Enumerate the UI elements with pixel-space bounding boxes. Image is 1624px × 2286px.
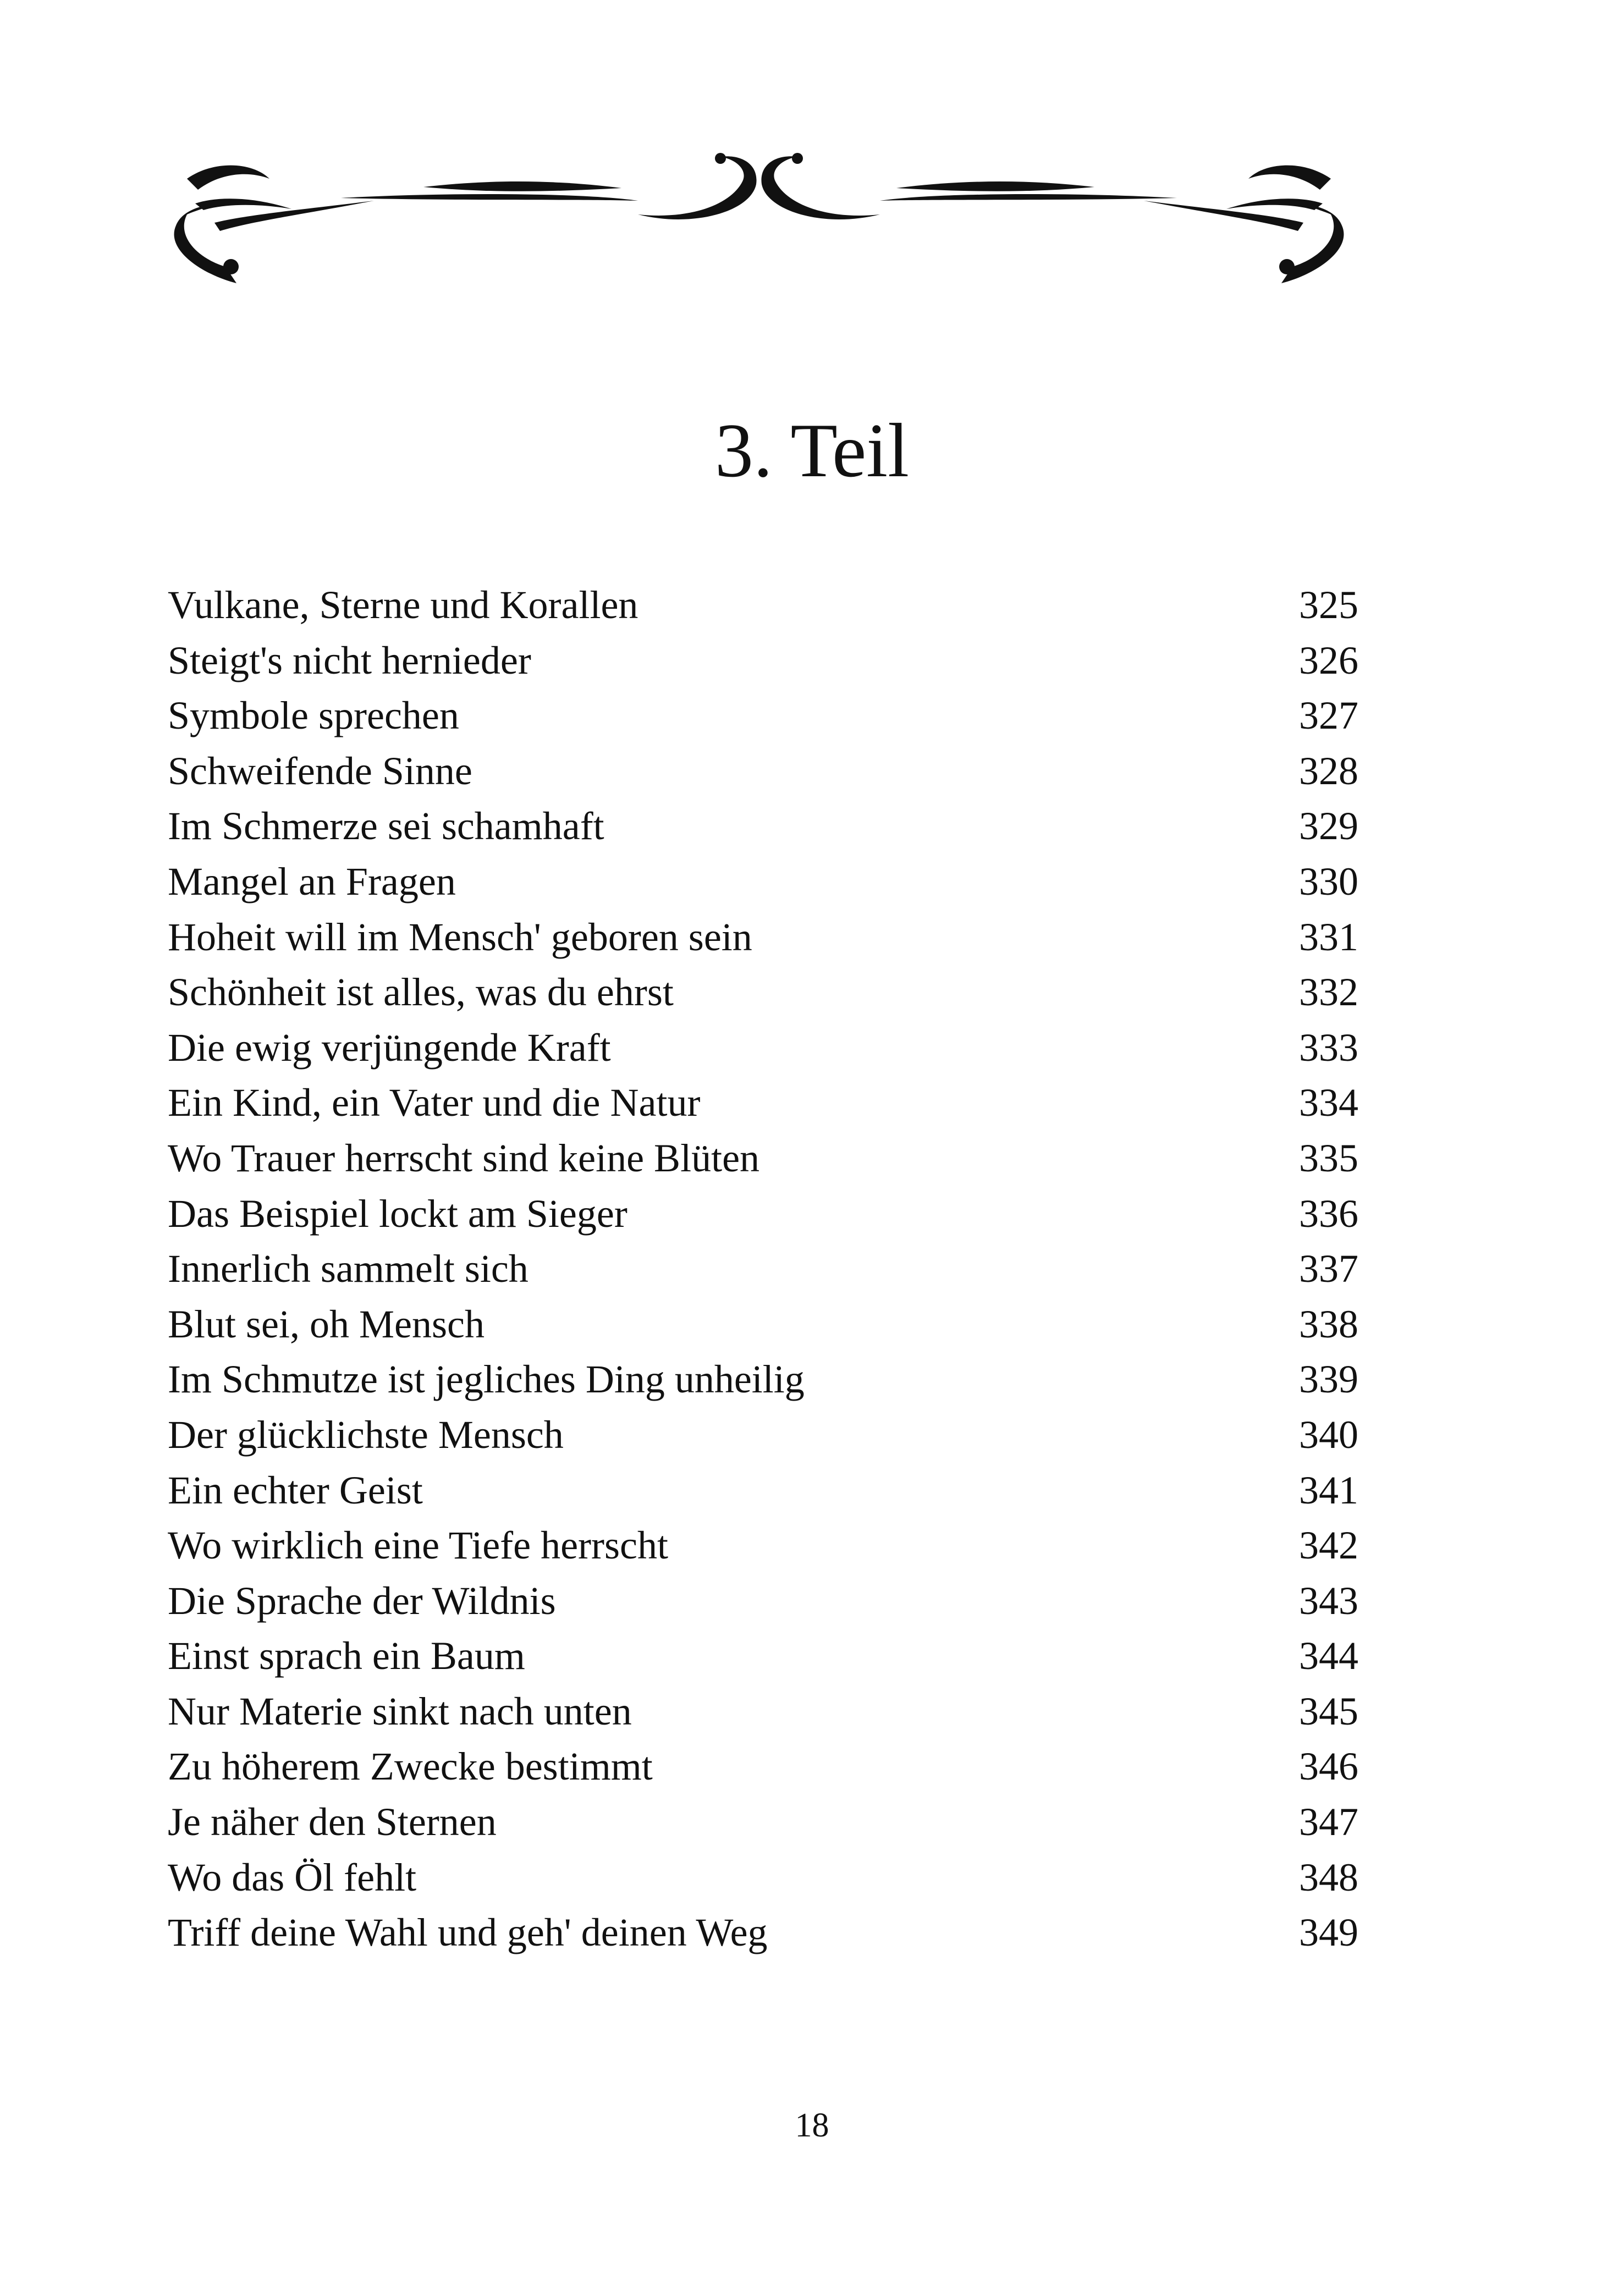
toc-entry bbox=[168, 1407, 1358, 1463]
toc-entry bbox=[168, 1020, 1358, 1076]
toc-entry-title: Wo Trauer herrscht sind keine Blüten bbox=[168, 1136, 760, 1180]
toc-entry bbox=[168, 1573, 1358, 1629]
toc-entry-title: Blut sei, oh Mensch bbox=[168, 1302, 485, 1346]
toc-entry bbox=[168, 1905, 1358, 1960]
toc-entry-title: Wo wirklich eine Tiefe herrscht bbox=[168, 1523, 668, 1568]
toc-entry-title: Steigt's nicht hernieder bbox=[168, 638, 531, 682]
page-number: 18 bbox=[795, 2107, 829, 2144]
toc-entry-page: 340 bbox=[1299, 1412, 1358, 1457]
toc-entry-page: 334 bbox=[1299, 1081, 1358, 1125]
toc-entry-page: 345 bbox=[1299, 1689, 1358, 1733]
toc-entry-page: 325 bbox=[1299, 583, 1358, 627]
toc-entry-page: 337 bbox=[1299, 1247, 1358, 1291]
toc-entry-title: Vulkane, Sterne und Korallen bbox=[168, 583, 638, 627]
toc-entry-title: Im Schmerze sei schamhaft bbox=[168, 804, 604, 849]
toc-entry bbox=[168, 1186, 1358, 1242]
toc-entry-title: Schweifende Sinne bbox=[168, 748, 472, 793]
toc-entry-title: Einst sprach ein Baum bbox=[168, 1634, 525, 1678]
toc-entry-page: 332 bbox=[1299, 970, 1358, 1015]
toc-entry-title: Hoheit will im Mensch' geboren sein bbox=[168, 915, 752, 959]
toc-entry-title: Je näher den Sternen bbox=[168, 1800, 497, 1844]
toc-entry-page: 339 bbox=[1299, 1357, 1358, 1402]
toc-entry-page: 343 bbox=[1299, 1578, 1358, 1623]
toc-entry bbox=[168, 743, 1358, 799]
toc-entry-title: Mangel an Fragen bbox=[168, 859, 456, 904]
toc-entry-page: 326 bbox=[1299, 638, 1358, 682]
toc-entry bbox=[168, 854, 1358, 910]
toc-entry-title: Ein Kind, ein Vater und die Natur bbox=[168, 1081, 701, 1125]
toc-entry-page: 338 bbox=[1299, 1302, 1358, 1346]
toc-entry bbox=[168, 1075, 1358, 1131]
toc-entry bbox=[168, 965, 1358, 1020]
toc-entry-page: 336 bbox=[1299, 1191, 1358, 1236]
toc-entry-title: Triff deine Wahl und geh' deinen Weg bbox=[168, 1910, 768, 1955]
toc-entry bbox=[168, 1297, 1358, 1352]
toc-entry-page: 342 bbox=[1299, 1523, 1358, 1568]
toc-entry bbox=[168, 1518, 1358, 1573]
toc-entry-title: Die Sprache der Wildnis bbox=[168, 1578, 556, 1623]
toc-entry bbox=[168, 1131, 1358, 1186]
toc-entry-page: 333 bbox=[1299, 1025, 1358, 1070]
toc-entry bbox=[168, 1684, 1358, 1739]
toc-entry-page: 344 bbox=[1299, 1634, 1358, 1678]
toc-entry-title: Der glücklichste Mensch bbox=[168, 1412, 564, 1457]
toc-entry bbox=[168, 1463, 1358, 1518]
part-title: 3. Teil bbox=[714, 408, 910, 493]
toc-entry bbox=[168, 1850, 1358, 1905]
toc-entry-title: Symbole sprechen bbox=[168, 693, 459, 738]
toc-entry-page: 331 bbox=[1299, 915, 1358, 959]
toc-entry-page: 346 bbox=[1299, 1744, 1358, 1789]
toc-entry-page: 341 bbox=[1299, 1468, 1358, 1512]
toc-entry-title: Das Beispiel lockt am Sieger bbox=[168, 1191, 627, 1236]
toc-entry bbox=[168, 910, 1358, 965]
toc-entry-page: 330 bbox=[1299, 859, 1358, 904]
toc-entry-page: 348 bbox=[1299, 1855, 1358, 1899]
toc-entry-page: 335 bbox=[1299, 1136, 1358, 1180]
table-of-contents bbox=[168, 577, 1358, 1960]
toc-entry bbox=[168, 1794, 1358, 1850]
art-nouveau-ornament-icon bbox=[165, 148, 1353, 297]
toc-entry-page: 327 bbox=[1299, 693, 1358, 738]
toc-entry-page: 347 bbox=[1299, 1800, 1358, 1844]
toc-entry bbox=[168, 798, 1358, 854]
toc-entry-title: Die ewig verjüngende Kraft bbox=[168, 1025, 611, 1070]
toc-entry-title: Nur Materie sinkt nach unten bbox=[168, 1689, 632, 1733]
toc-entry bbox=[168, 633, 1358, 688]
toc-entry-title: Im Schmutze ist jegliches Ding unheilig bbox=[168, 1357, 805, 1402]
toc-entry-page: 349 bbox=[1299, 1910, 1358, 1955]
toc-entry-page: 328 bbox=[1299, 748, 1358, 793]
toc-entry bbox=[168, 577, 1358, 633]
toc-entry-title: Schönheit ist alles, was du ehrst bbox=[168, 970, 674, 1015]
toc-entry bbox=[168, 1352, 1358, 1407]
toc-entry-title: Wo das Öl fehlt bbox=[168, 1855, 417, 1899]
toc-entry bbox=[168, 688, 1358, 743]
toc-entry-title: Ein echter Geist bbox=[168, 1468, 423, 1512]
toc-entry bbox=[168, 1739, 1358, 1794]
toc-entry-title: Zu höherem Zwecke bestimmt bbox=[168, 1744, 653, 1789]
toc-entry-page: 329 bbox=[1299, 804, 1358, 849]
toc-entry bbox=[168, 1241, 1358, 1297]
toc-entry-title: Innerlich sammelt sich bbox=[168, 1247, 529, 1291]
toc-entry bbox=[168, 1628, 1358, 1684]
